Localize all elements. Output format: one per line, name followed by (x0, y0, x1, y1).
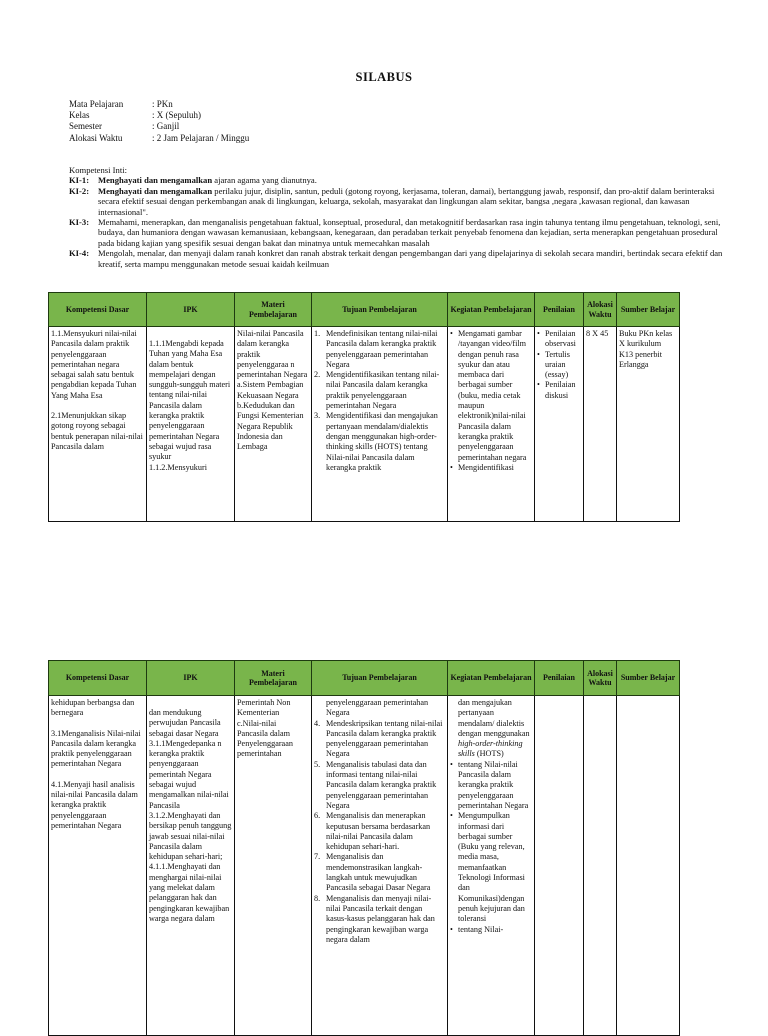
cell-penilaian (535, 327, 584, 522)
ki-label: KI-2: (69, 185, 90, 196)
meta-row-subject (69, 99, 249, 110)
cell-tujuan (312, 696, 448, 1036)
meta-row-semester (69, 121, 249, 132)
meta-key: Semester (69, 121, 102, 132)
header-kegiatan: Kegiatan Pembelajaran (448, 293, 535, 327)
header-penilaian: Penilaian (535, 293, 584, 327)
ki-text (98, 175, 725, 185)
meta-key: Alokasi Waktu (69, 132, 123, 143)
header-ipk: IPK (147, 293, 235, 327)
ipk-text: 1.1.2.Mensyukuri (149, 462, 207, 472)
header-kd: Kompetensi Dasar (49, 661, 147, 696)
subject-info (69, 99, 249, 144)
list-item (450, 760, 532, 811)
list-item (314, 894, 445, 945)
core-competencies (69, 165, 725, 269)
header-alokasi: Alokasi Waktu (584, 661, 617, 696)
meta-key: Mata Pelajaran (69, 99, 124, 109)
bullet-icon: • (537, 329, 540, 338)
cell-materi (235, 327, 312, 522)
item-text: Menganalisis tabulasi data dan informasi tentang nilai-nilai Pancasila dalam kerangka praktik penyelenggaraan pemerintahan Negara (326, 759, 437, 810)
ipk-text: 3.1.1Mengedepanka n kerangka praktik penyenggaraan pemerintah Negara sebagai wujud mengamalkan nilai-nilai Pancasila (149, 738, 229, 810)
item-text: Mengidentifikasi dan mengajukan pertanyaan mendalam/dialektis dengan menggunakan high-order-thinking skills (HOTS) tentang Nilai-nilai Pancasila dalam kerangka praktik (326, 411, 438, 472)
item-text: tentang Nilai-nilai Pancasila dalam kerangka praktik penyelenggaraan pemerintahan Negara (458, 759, 529, 810)
item-text (450, 698, 532, 760)
meta-value: : X (Sepuluh) (152, 110, 201, 121)
ki-body: ajaran agama yang dianutnya. (212, 175, 317, 186)
alokasi-text: 8 X 45 (586, 329, 609, 338)
list-item (314, 719, 445, 760)
header-kegiatan: Kegiatan Pembelajaran (448, 661, 535, 696)
meta-value: : 2 Jam Pelajaran / Minggu (152, 132, 250, 143)
cell-kd (49, 327, 147, 522)
list-item (314, 329, 445, 370)
list-item (450, 811, 532, 924)
ki-3 (69, 217, 725, 248)
materi-text: b.Kedudukan dan Fungsi Kementerian Negara Republik Indonesia dan Lembaga (237, 401, 304, 452)
item-number: 3. (314, 411, 321, 421)
header-penilaian: Penilaian (535, 661, 584, 696)
item-number: 2. (314, 370, 321, 380)
header-tujuan: Tujuan Pembelajaran (312, 661, 448, 696)
bullet-icon: • (537, 349, 540, 359)
item-text: Mengidentifikasi (458, 462, 514, 472)
list-item (314, 852, 445, 893)
table-header-row (49, 661, 680, 696)
bullet-icon: • (450, 462, 453, 472)
item-number: 7. (314, 852, 321, 862)
item-text: penyelenggaraan pemerintahan Negara (326, 698, 429, 718)
item-text: Menganalisis dan mendemonstrasikan langkah-langkah untuk mewujudkan Pancasila sebagai Dasar Negara (326, 852, 431, 893)
item-text: Tertulis uraian (essay) (545, 349, 570, 380)
ki-bold: Menghayati dan mengamalkan (98, 185, 213, 196)
list-item (537, 350, 581, 381)
item-text: tentang Nilai- (458, 924, 504, 934)
list-item (450, 925, 532, 935)
list-item (450, 329, 532, 463)
cell-alokasi (584, 696, 617, 1036)
header-sumber: Sumber Belajar (617, 661, 680, 696)
cell-kd (49, 696, 147, 1036)
table-row (49, 327, 680, 522)
ki-bold: Menghayati dan mengamalkan (98, 175, 213, 186)
ki-label: KI-1: (69, 175, 90, 186)
meta-value: : Ganjil (152, 121, 180, 132)
table-header-row (49, 293, 680, 327)
item-number: 6. (314, 811, 321, 821)
ipk-text: 1.1.1Mengabdi kepada Tuhan yang Maha Esa dalam bentuk mempelajari dengan sungguh-sungguh materi tentang nilai-nilai Pancasila dalam kerangka praktik penyelenggaraan pemerintahan Negara sebagai wujud rasa syukur (149, 339, 231, 462)
ki-text: Memahami, menerapkan, dan menganalisis pengetahuan faktual, konseptual, prosedural, dan metakognitif berdasarkan rasa ingin tahunya tentang ilmu pengetahuan, teknologi, seni, budaya, dan humaniora dengan wawasan kemanusiaan, kebangsaan, kenegaraan, dan peradaban terkait penyebab fenomena dan kejadian, serta menerapkan pengetahuan prosedural pada bidang kajian yang spesifik sesuai dengan bakat dan minatnya untuk memecahkan masalah (98, 217, 721, 248)
meta-row-class (69, 110, 249, 121)
item-text: Mendefinisikan tentang nilai-nilai Pancasila dalam kerangka praktik penyelenggaraan pemerintahan Negara (326, 329, 438, 369)
document-title: SILABUS (355, 70, 413, 84)
ki-4 (69, 248, 725, 269)
kd-text: kehidupan berbangsa dan bernegara (51, 698, 135, 718)
item-text: Penilaian observasi (545, 329, 576, 349)
kegiatan-lead2: (HOTS) (476, 749, 504, 759)
cell-penilaian (535, 696, 584, 1036)
list-item (537, 329, 581, 350)
item-text: Mengumpulkan informasi dari berbagai sumber (Buku yang relevan, media masa, memanfaatkan Teknologi Informasi dan Komunikasi)dengan penuh kejujuran dan toleransi (458, 811, 525, 924)
header-kd: Kompetensi Dasar (49, 293, 147, 327)
item-number: 4. (314, 718, 321, 728)
list-item (314, 370, 445, 411)
bullet-icon: • (537, 380, 540, 390)
list-item (450, 463, 532, 473)
header-alokasi: Alokasi Waktu (584, 293, 617, 327)
materi-text: c.Nilai-nilai Pancasila dalam Penyelenggaraan pemerintahan (237, 718, 293, 759)
table-row (49, 696, 680, 1036)
kegiatan-italic: high-order-thinking skills (458, 739, 523, 759)
cell-alokasi (584, 327, 617, 522)
ki-2 (69, 186, 725, 217)
cell-sumber (617, 327, 680, 522)
kd-text: 4.1.Menyaji hasil analisis nilai-nilai Pancasila dalam kerangka praktik penyelenggaraan pemerintahan Negara (51, 779, 138, 830)
cell-kegiatan (448, 327, 535, 522)
cell-sumber (617, 696, 680, 1036)
syllabus-table-1 (48, 292, 680, 522)
bullet-icon: • (450, 811, 453, 821)
item-text: Mendeskripsikan tentang nilai-nilai Pancasila dalam kerangka praktik penyelenggaraan pemerintahan Negara (326, 718, 443, 759)
list-item (314, 760, 445, 811)
item-number: 8. (314, 893, 321, 903)
meta-row-time (69, 133, 249, 144)
list-item (537, 380, 581, 401)
header-materi: Materi Pembelajaran (235, 293, 312, 327)
item-number: 5. (314, 759, 321, 769)
syllabus-table-2 (48, 660, 680, 1036)
header-materi: Materi Pembelajaran (235, 661, 312, 696)
sumber-text: Buku PKn kelas X kurikulum K13 penerbit Erlangga (619, 329, 673, 369)
ki-body: perilaku jujur, disiplin, santun, peduli (gotong royong, kerjasama, toleran, damai), bertanggung jawab, responsif, dan pro-aktif dalam berinteraksi secara efektif sesuai dengan perkembangan anak di lingkungan, keluarga, sekolah, masyarakat dan lingkungan alam sekitar, bangsa ,negara ,kawasan regional, dan kawasan internasional". (98, 185, 715, 217)
kegiatan-lead: dan mengajukan pertanyaan mendalam/ dialektis dengan menggunakan (458, 698, 530, 738)
materi-text: Nilai-nilai Pancasila dalam kerangka praktik penyelenggaraa n pemerintahan Negara (237, 329, 308, 380)
item-text: Penilaian diskusi (545, 380, 576, 400)
ipk-text: dan mendukung perwujudan Pancasila sebagai dasar Negara (149, 708, 221, 738)
kd-text: 2.1Menunjukkan sikap gotong royong sebagai bentuk penerapan nilai-nilai Pancasila dalam (51, 411, 143, 451)
cell-ipk (147, 327, 235, 522)
bullet-icon: • (450, 759, 453, 769)
kd-text: 3.1Menganalisis Nilai-nilai Pancasila dalam kerangka praktik penyelenggaraan pemerintahan Negara (51, 728, 141, 769)
ki-text (98, 186, 725, 217)
ipk-text: 4.1.1.Menghayati dan menghargai nilai-nilai yang melekat dalam pelanggaran hak dan pengingkaran kewajiban warga negara dalam (149, 862, 230, 923)
ki-1 (69, 175, 725, 185)
list-item (314, 811, 445, 852)
header-tujuan: Tujuan Pembelajaran (312, 293, 448, 327)
ki-label: KI-4: (69, 248, 90, 259)
cell-kegiatan (448, 696, 535, 1036)
cell-materi (235, 696, 312, 1036)
item-text: Menganalisis dan menyaji nilai-nilai Pancasila terkait dengan kasus-kasus pelanggaran hak dan pengingkaran kewajiban warga negara dalam (326, 893, 435, 944)
materi-text: a.Sistem Pembagian Kekuasaan Negara (237, 380, 304, 400)
kd-text: 1.1.Mensyukuri nilai-nilai Pancasila dalam praktik penyelenggaraan pemerintahan negara sebagai salah satu bentuk pengabdian kepada Tuhan Yang Maha Esa (51, 329, 137, 400)
bullet-icon: • (450, 329, 453, 338)
item-number: 1. (314, 329, 321, 338)
header-ipk: IPK (147, 661, 235, 696)
ki-text: Mengolah, menalar, dan menyaji dalam ranah konkret dan ranah abstrak terkait dengan pengembangan dari yang dipelajarinya di sekolah secara mandiri, bertindak secara efektif dan kreatif, serta mampu menggunakan metode sesuai kaidah keilmuan (98, 248, 723, 269)
cell-ipk (147, 696, 235, 1036)
bullet-icon: • (450, 924, 453, 934)
meta-value: : PKn (152, 99, 173, 109)
meta-key: Kelas (69, 110, 90, 121)
ki-heading: Kompetensi Inti: (69, 165, 127, 175)
item-text: Mengidentifikasikan tentang nilai-nilai Pancasila dalam kerangka praktik penyelenggaraan pemerintahan Negara (326, 370, 440, 411)
ipk-text: 3.1.2.Menghayati dan bersikap penuh tanggung jawab sesuai nilai-nilai Pancasila dalam kehidupan sehari-hari; (149, 810, 232, 862)
item-text: Menganalisis dan menerapkan keputusan bersama berdasarkan nilai-nilai Pancasila dalam kehidupan sehari-hari. (326, 811, 431, 852)
cell-tujuan (312, 327, 448, 522)
header-sumber: Sumber Belajar (617, 293, 680, 327)
list-item (314, 411, 445, 473)
item-text: Mengamati gambar /tayangan video/film dengan penuh rasa syukur dan atau membaca dari berbagai sumber (buku, media cetak maupun elektronik)nilai-nilai Pancasila dalam kerangka praktik penyelenggaraan pemerintahan negara (458, 329, 527, 462)
ki-label: KI-3: (69, 217, 90, 228)
materi-text: Pemerintah Non Kementerian (237, 698, 291, 718)
